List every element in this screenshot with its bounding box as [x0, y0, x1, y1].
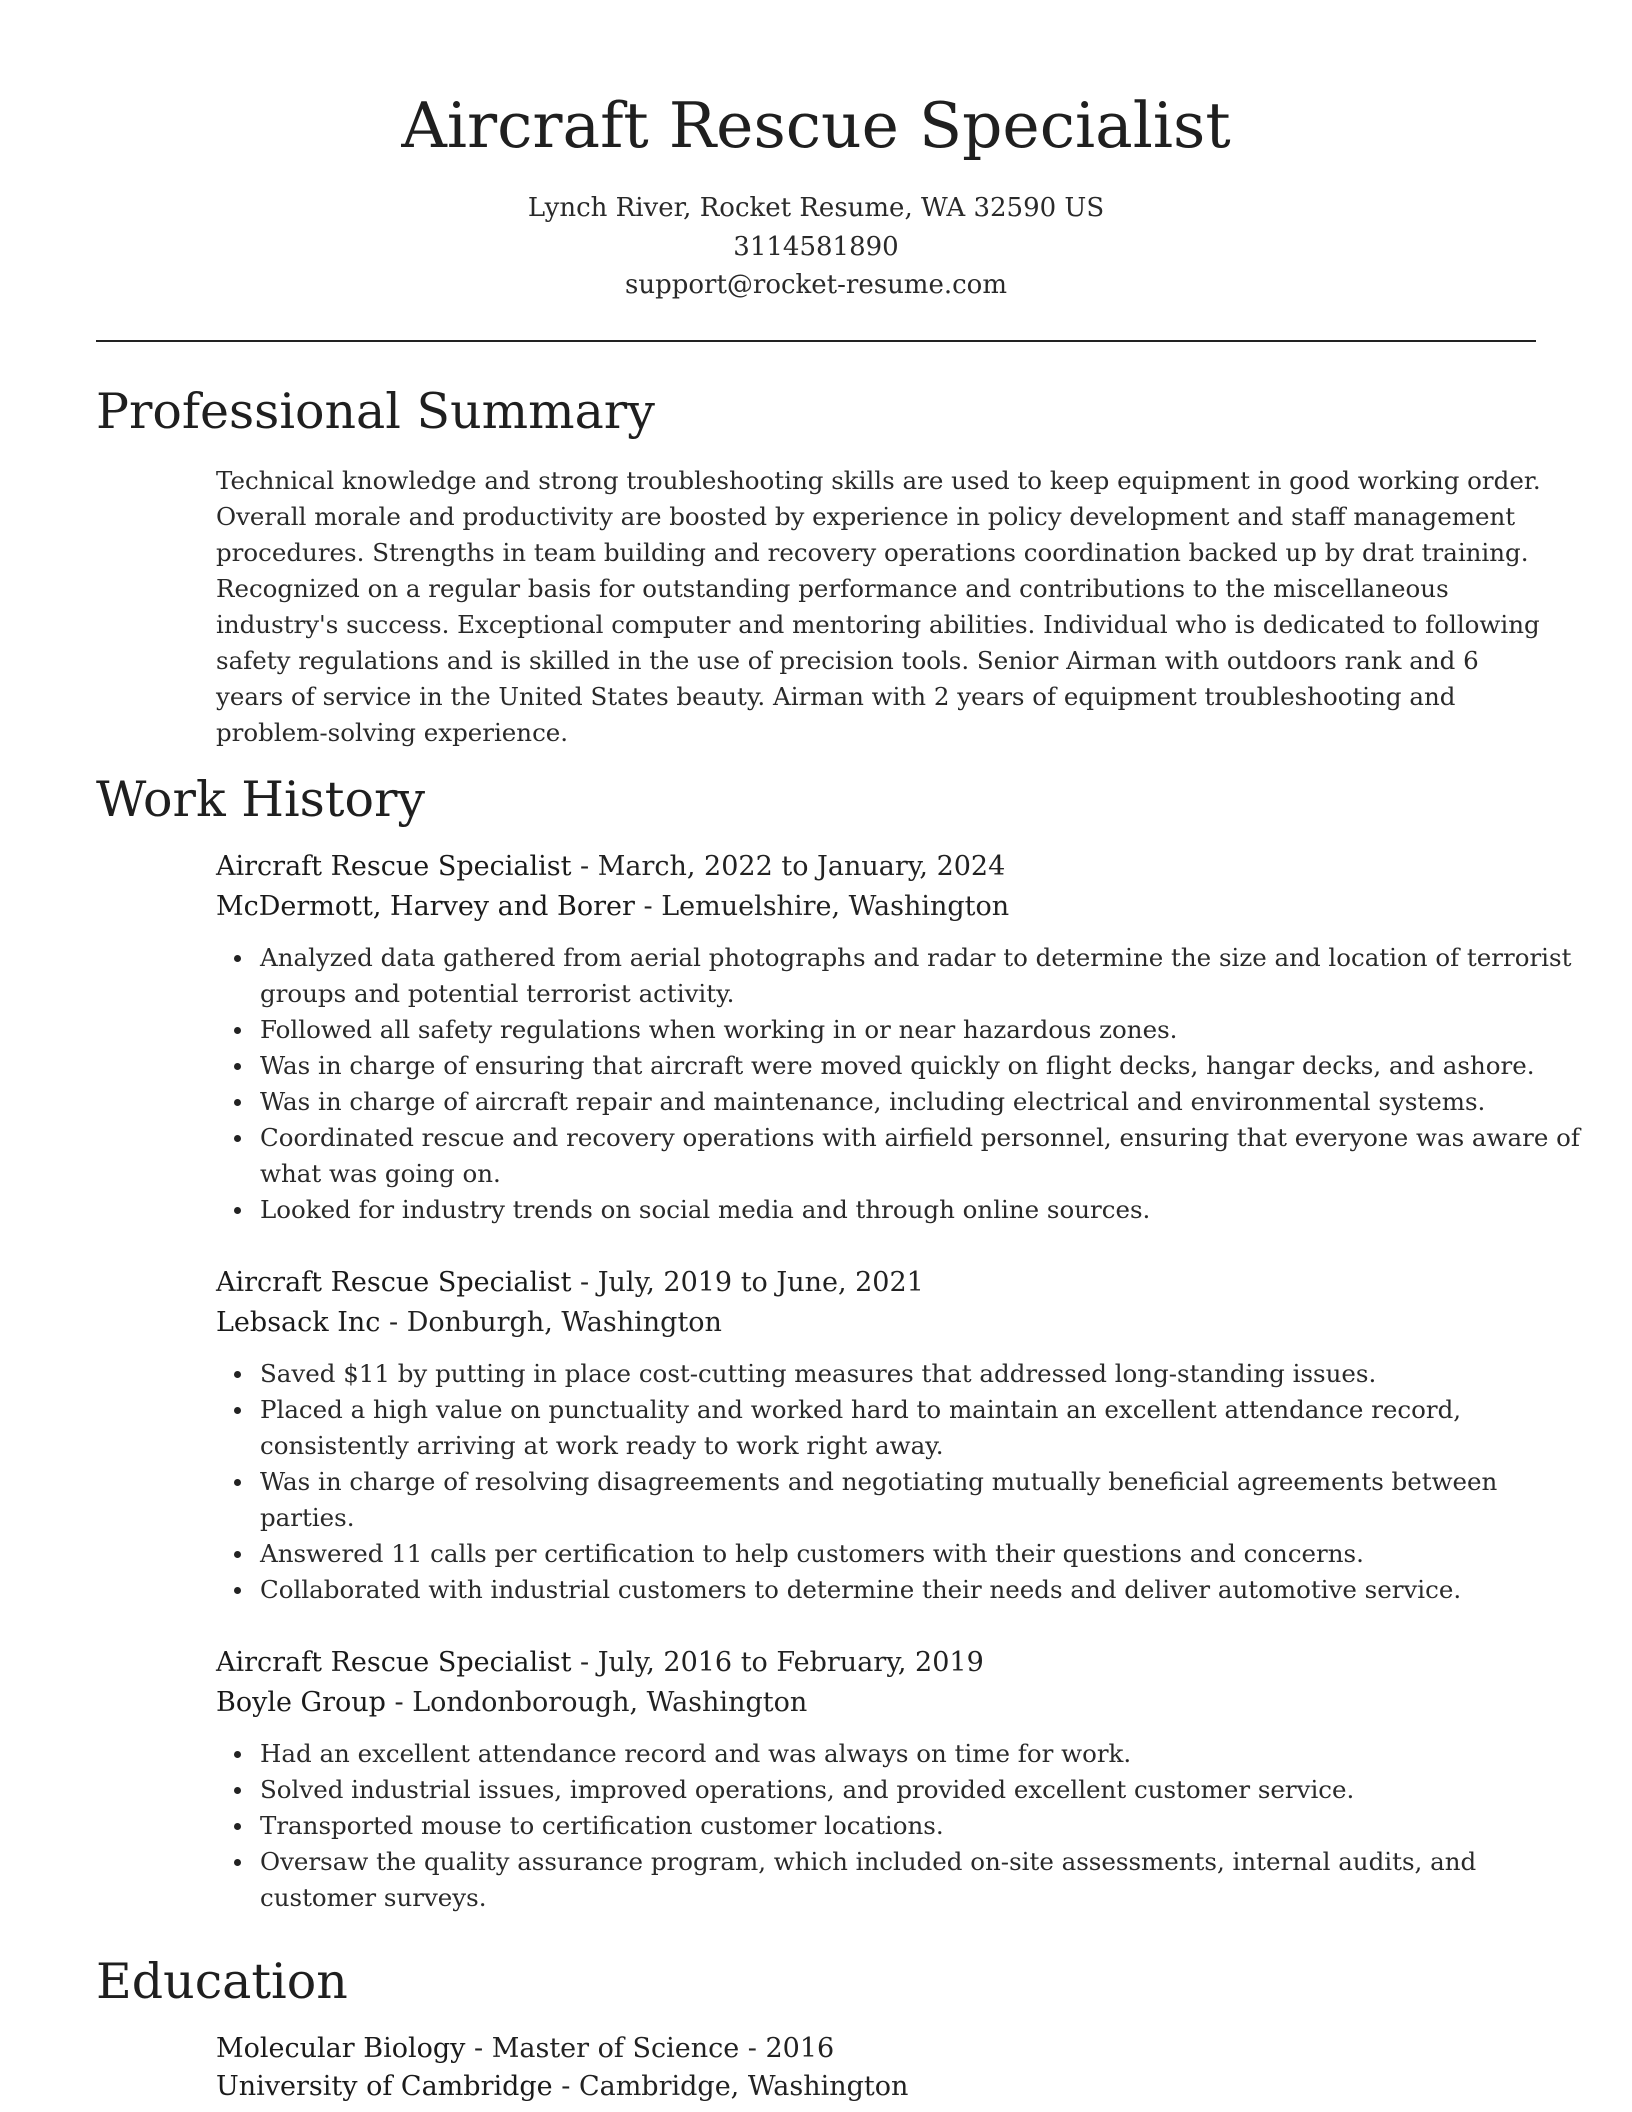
resume-name: Aircraft Rescue Specialist: [401, 89, 1231, 162]
contact-address: Lynch River, Rocket Resume, WA 32590 US: [527, 193, 1105, 223]
education-degree-line: [216, 2029, 1536, 2069]
header-divider: [96, 340, 1536, 342]
list-item: Saved $11 by putting in place cost-cutting measures that addressed long-standing issues.: [260, 1356, 1586, 1392]
list-item: Analyzed data gathered from aerial photographs and radar to determine the size and location of terrorist groups and potential terrorist activity.: [260, 940, 1586, 1012]
job-location: Londonborough, Washington: [412, 1687, 808, 1718]
list-item: Oversaw the quality assurance program, which included on-site assessments, internal audits, and customer surveys.: [260, 1844, 1586, 1916]
list-item: Placed a high value on punctuality and worked hard to maintain an excellent attendance record, consistently arriving at work ready to work right away.: [260, 1392, 1586, 1464]
contact-email: support@rocket-resume.com: [624, 270, 1007, 300]
list-item: Looked for industry trends on social media and through online sources.: [260, 1192, 1586, 1228]
job-title: Aircraft Rescue Specialist: [216, 1647, 572, 1678]
job-bullet-list: [216, 940, 1586, 1228]
job-dates: July, 2016 to February, 2019: [597, 1647, 984, 1678]
list-item: Answered 11 calls per certification to help customers with their questions and concerns.: [260, 1536, 1586, 1572]
separator: -: [571, 851, 598, 882]
separator: -: [385, 1687, 413, 1718]
education-school-line: [216, 2067, 1536, 2107]
separator: -: [465, 2033, 492, 2064]
education-field: Molecular Biology: [216, 2033, 466, 2064]
list-item: Was in charge of ensuring that aircraft were moved quickly on flight decks, hangar decks, and ashore.: [260, 1048, 1586, 1084]
list-item: Was in charge of resolving disagreements and negotiating mutually beneficial agreements between parties.: [260, 1464, 1586, 1536]
job-company: Lebsack Inc: [216, 1307, 381, 1338]
job-company-line: [216, 887, 1536, 927]
list-item: Had an excellent attendance record and was always on time for work.: [260, 1736, 1586, 1772]
separator: -: [634, 891, 662, 922]
list-item: Coordinated rescue and recovery operations with airfield personnel, ensuring that everyone was aware of what was going on.: [260, 1120, 1586, 1192]
job-company-line: [216, 1683, 1536, 1723]
job-location: Donburgh, Washington: [406, 1307, 722, 1338]
education-school: University of Cambridge: [216, 2071, 553, 2102]
separator: -: [380, 1307, 407, 1338]
job-dates: March, 2022 to January, 2024: [597, 851, 1006, 882]
list-item: Followed all safety regulations when working in or near hazardous zones.: [260, 1012, 1586, 1048]
education-year: 2016: [765, 2033, 835, 2064]
job-title: Aircraft Rescue Specialist: [216, 851, 572, 882]
job-bullet-list: [216, 1736, 1586, 1916]
job-company: Boyle Group: [216, 1687, 386, 1718]
job-title: Aircraft Rescue Specialist: [216, 1267, 572, 1298]
education-heading: Education: [96, 1953, 348, 2010]
contact-phone: 3114581890: [733, 232, 899, 262]
summary-heading: Professional Summary: [96, 383, 655, 440]
job-dates: July, 2019 to June, 2021: [597, 1267, 924, 1298]
separator: -: [571, 1647, 598, 1678]
list-item: Collaborated with industrial customers to determine their needs and deliver automotive service.: [260, 1572, 1586, 1608]
job-title-line: [216, 847, 1536, 887]
separator: -: [739, 2033, 766, 2064]
work-history-heading: Work History: [96, 771, 426, 828]
list-item: Transported mouse to certification customer locations.: [260, 1808, 1586, 1844]
education-location: Cambridge, Washington: [578, 2071, 909, 2102]
job-company: McDermott, Harvey and Borer: [216, 891, 635, 922]
separator: -: [571, 1267, 598, 1298]
separator: -: [552, 2071, 579, 2102]
job-title-line: [216, 1263, 1536, 1303]
list-item: Solved industrial issues, improved operations, and provided excellent customer service.: [260, 1772, 1586, 1808]
job-company-line: [216, 1303, 1536, 1343]
job-bullet-list: [216, 1356, 1586, 1608]
summary-text: Technical knowledge and strong troubleshooting skills are used to keep equipment in good working order. Overall morale and productivity are boosted by experience in policy development and staff management procedures. Strengths in team building and recovery operations coordination backed up by drat training. Recognized on a regular basis for outstanding performance and contributions to the miscellaneous industry's success. Exceptional computer and mentoring abilities. Individual who is dedicated to following safety regulations and is skilled in the use of precision tools. Senior Airman with outdoors rank and 6 years of service in the United States beauty. Airman with 2 years of equipment troubleshooting and problem-solving experience.: [216, 466, 1541, 747]
list-item: Was in charge of aircraft repair and maintenance, including electrical and environmental systems.: [260, 1084, 1586, 1120]
education-degree: Master of Science: [491, 2033, 740, 2064]
job-title-line: [216, 1643, 1536, 1683]
job-location: Lemuelshire, Washington: [661, 891, 1010, 922]
